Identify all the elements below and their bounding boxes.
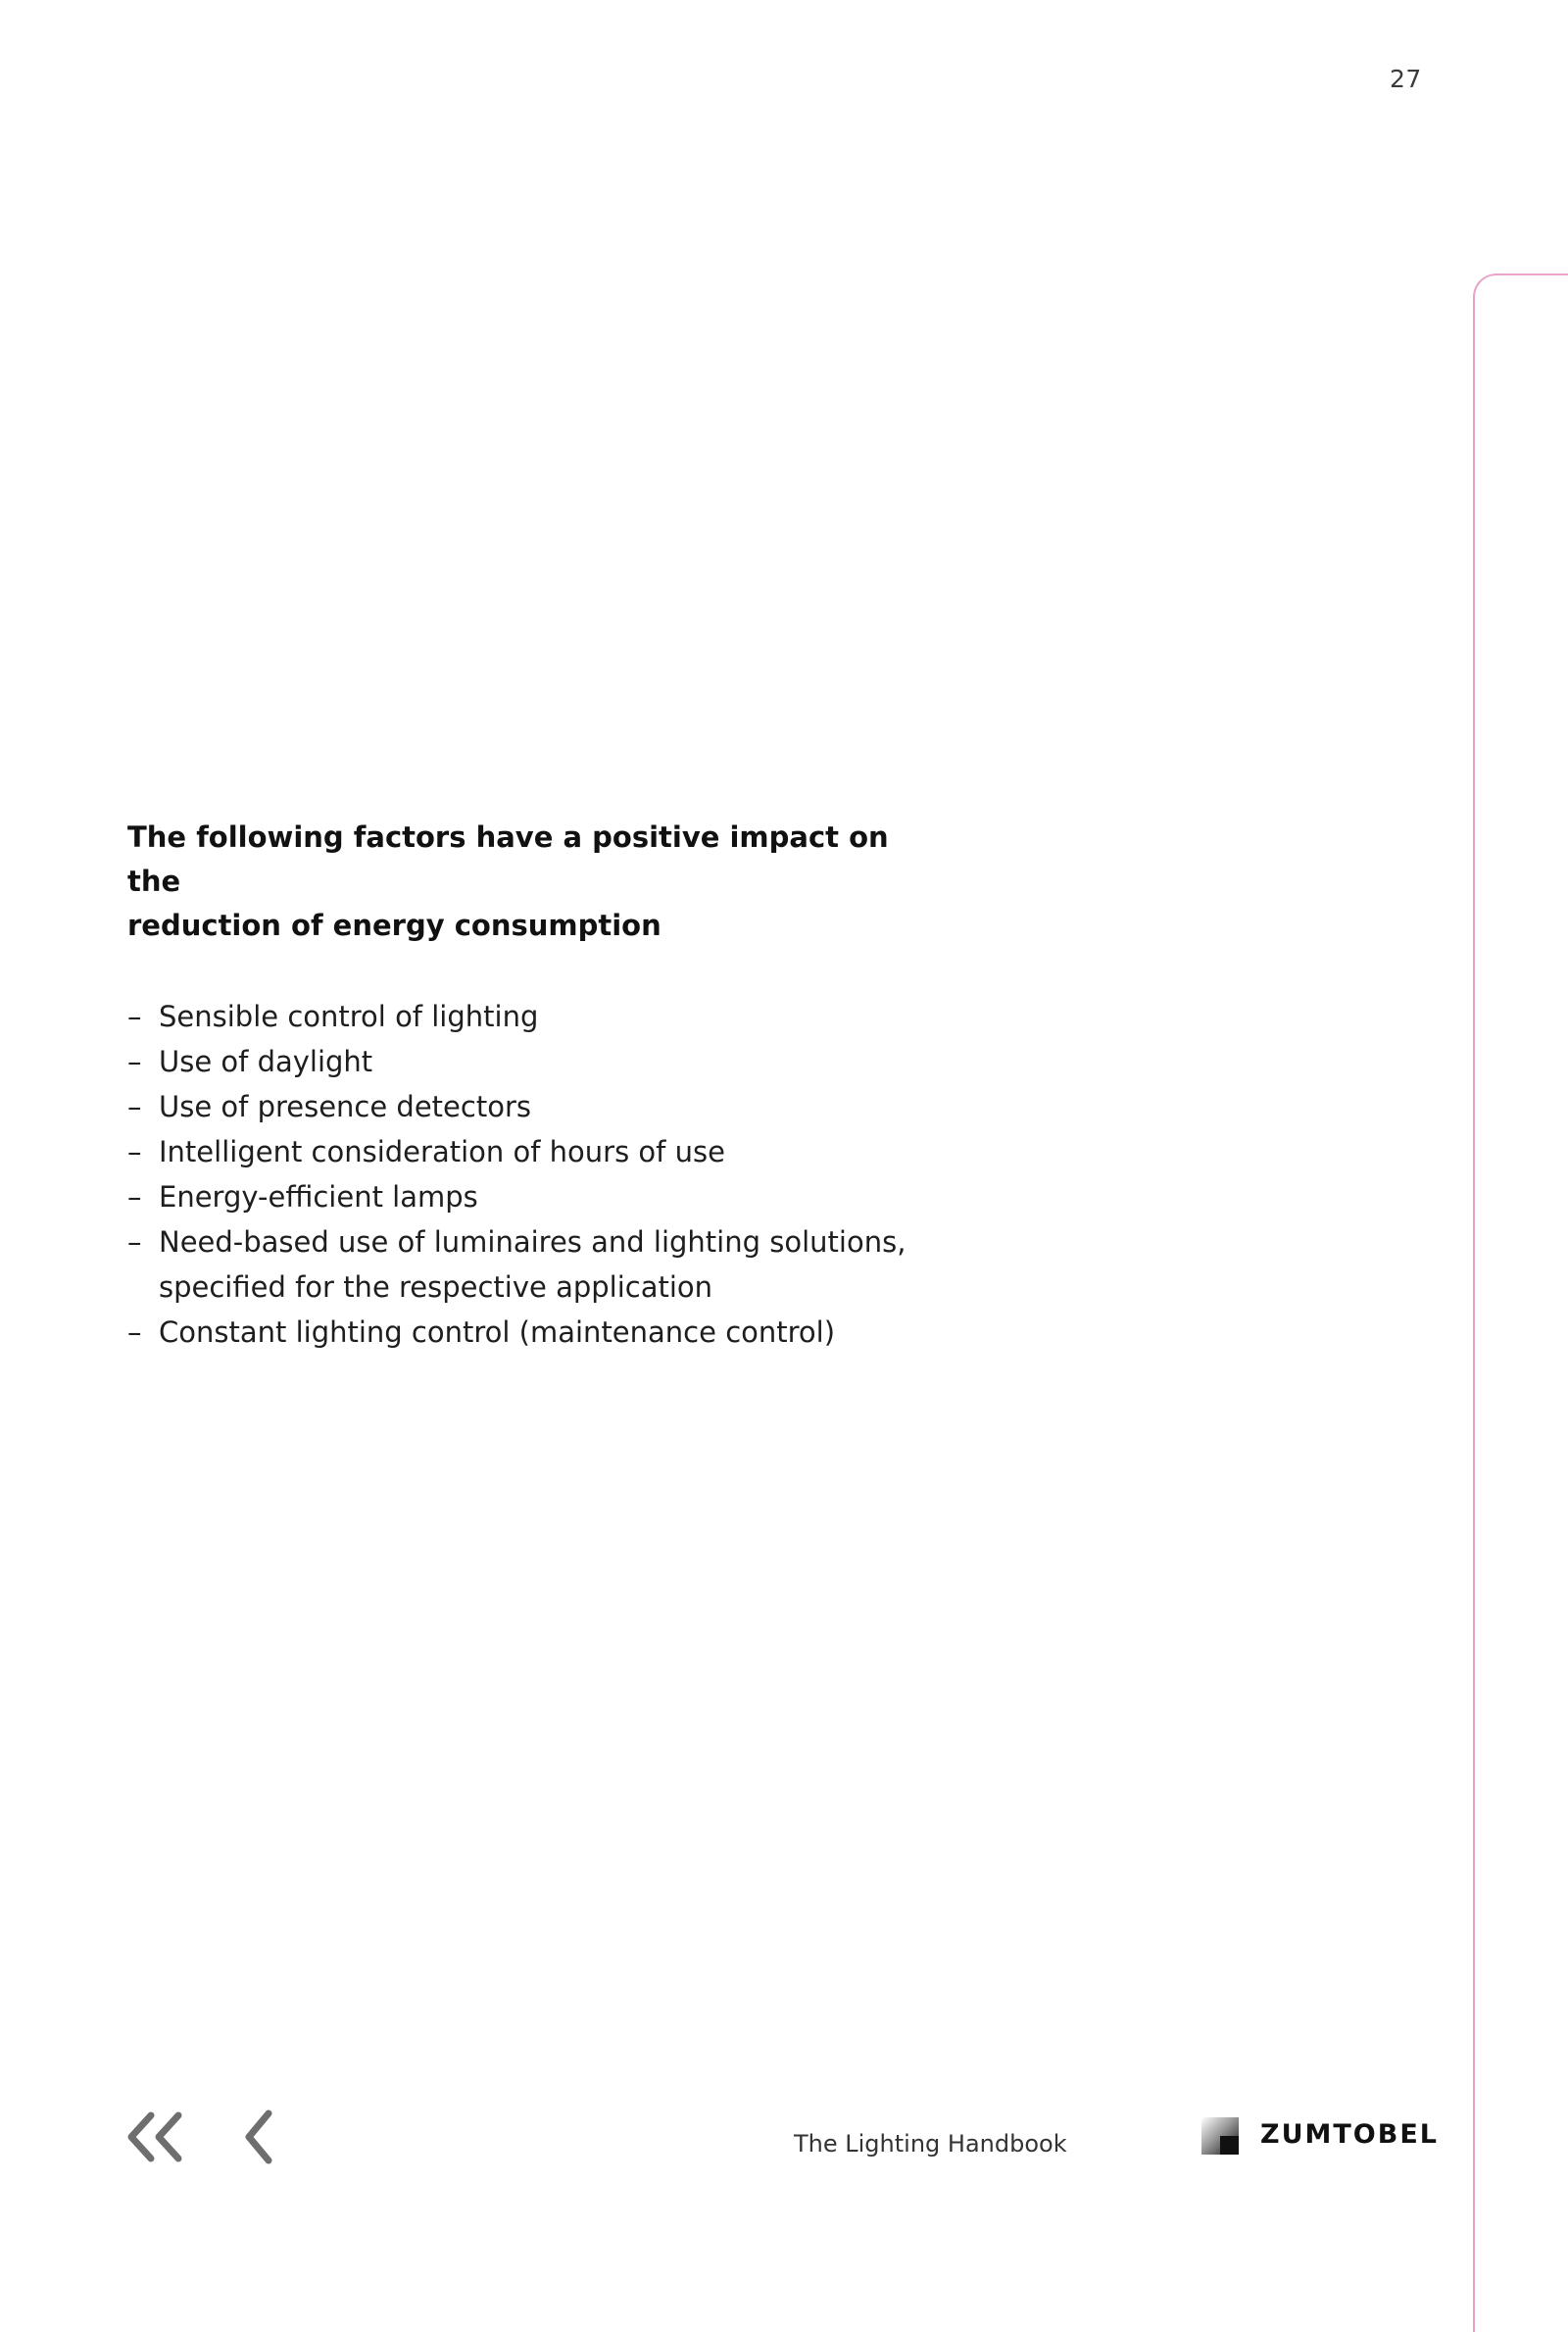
first-page-button[interactable] [122, 2108, 186, 2166]
zumtobel-logo-mark [1201, 2117, 1239, 2155]
dash-bullet: – [127, 1045, 142, 1078]
chapter-tab-edge [1473, 273, 1568, 2332]
factor-list [127, 994, 931, 1355]
section-heading-line: The following factors have a positive impact on the [127, 820, 889, 898]
section-heading [127, 816, 931, 948]
content-section [127, 816, 931, 1355]
list-item [127, 1084, 931, 1129]
list-item-text: Use of presence detectors [159, 1090, 531, 1123]
chevron-left-icon [239, 2108, 278, 2166]
list-item-text: Use of daylight [159, 1045, 373, 1078]
list-item [127, 994, 931, 1039]
list-item-text: Need-based use of luminaires and lighting solutions, [159, 1225, 906, 1259]
dash-bullet: – [127, 1315, 142, 1349]
list-item [127, 1174, 931, 1219]
list-item-text: Sensible control of lighting [159, 1000, 539, 1033]
list-item [127, 1219, 931, 1310]
dash-bullet: – [127, 1225, 142, 1259]
list-item [127, 1129, 931, 1174]
previous-page-button[interactable] [239, 2108, 278, 2166]
dash-bullet: – [127, 1135, 142, 1168]
dash-bullet: – [127, 1090, 142, 1123]
dash-bullet: – [127, 1000, 142, 1033]
list-item [127, 1310, 931, 1355]
dash-bullet: – [127, 1180, 142, 1214]
list-item-text: Energy-efficient lamps [159, 1180, 478, 1214]
footer-title: The Lighting Handbook [794, 2130, 1067, 2158]
double-chevron-left-icon [122, 2108, 186, 2166]
page-number: 27 [1390, 65, 1422, 93]
brand-name: ZUMTOBEL [1260, 2119, 1439, 2150]
list-item [127, 1039, 931, 1084]
list-item-text: Constant lighting control (maintenance control) [159, 1315, 836, 1349]
section-heading-line: reduction of energy consumption [127, 909, 662, 942]
list-item-text: Intelligent consideration of hours of use [159, 1135, 725, 1168]
list-item-text-continued: specified for the respective application [159, 1270, 713, 1304]
